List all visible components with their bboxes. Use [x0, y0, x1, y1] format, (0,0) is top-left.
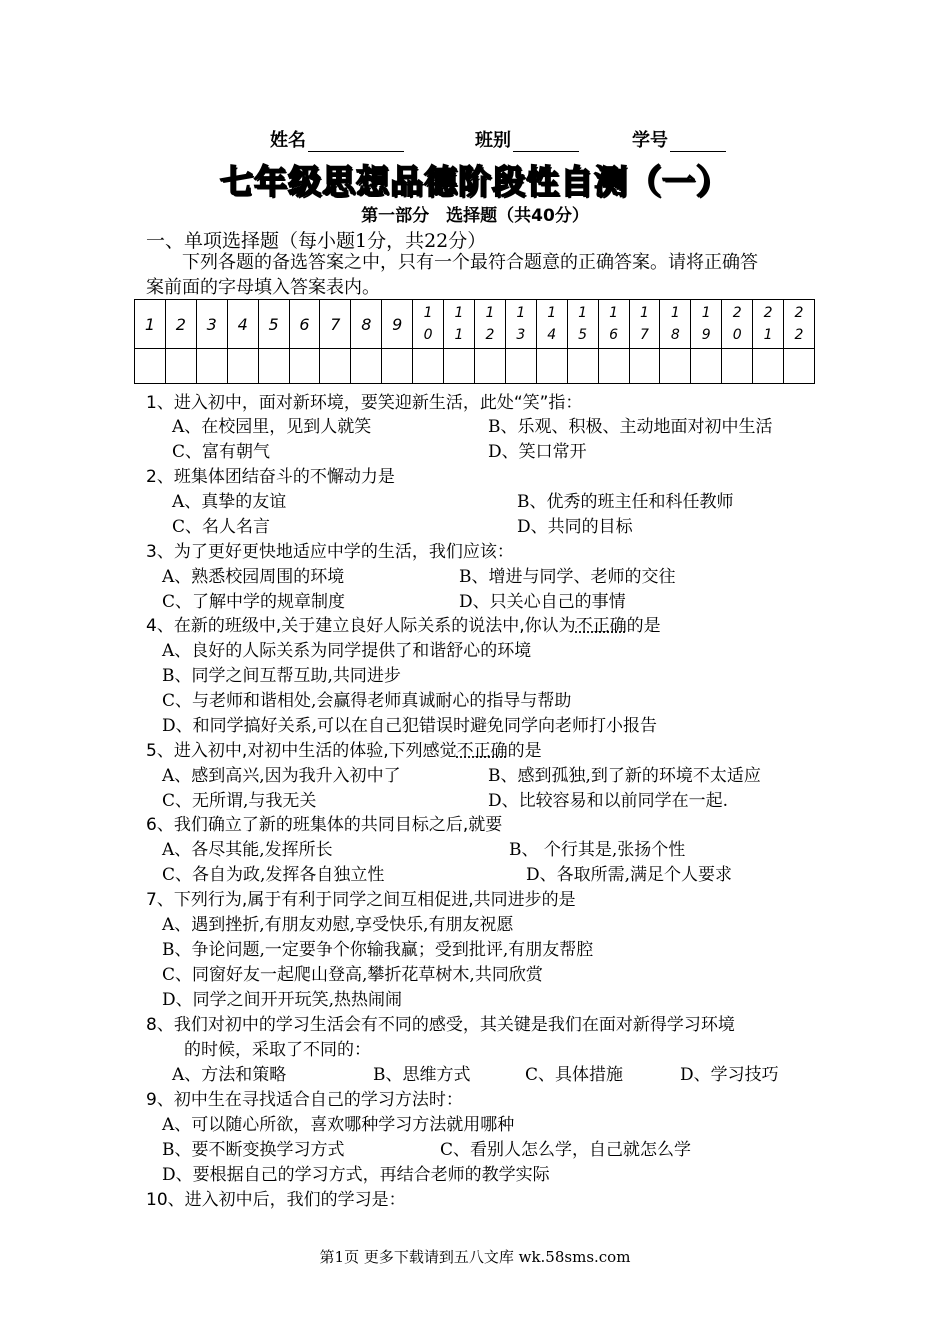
table-cell — [784, 300, 815, 349]
class-blank — [513, 131, 579, 152]
id-blank — [670, 131, 726, 152]
answer-cell[interactable] — [351, 349, 382, 384]
question-2-option-b: B、优秀的班主任和科任教师 — [517, 492, 734, 512]
table-cell — [413, 300, 444, 349]
question-1-stem: 1、进入初中，面对新环境，要笑迎新生活，此处“笑”指： — [146, 393, 583, 413]
question-4-stem-text: 4、在新的班级中,关于建立良好人际关系的说法中,你认为 — [146, 616, 576, 636]
section-heading: 一、单项选择题（每小题1分，共22分） — [146, 230, 487, 252]
part-heading: 第一部分 选择题（共40分） — [361, 206, 589, 226]
answer-cell[interactable] — [567, 349, 598, 384]
table-cell — [505, 300, 536, 349]
question-3-option-d: D、只关心自己的事情 — [459, 592, 626, 612]
cell-digit: 0 — [732, 327, 742, 343]
question-8-stem-line-2: 的时候，采取了不同的： — [184, 1040, 371, 1060]
question-10-stem: 10、进入初中后，我们的学习是： — [146, 1190, 406, 1210]
answer-cell[interactable] — [258, 349, 289, 384]
question-9-option-c: C、看别人怎么学，自己就怎么学 — [440, 1140, 692, 1160]
cell-digit: 2 — [732, 305, 742, 321]
question-2-option-d: D、共同的目标 — [517, 517, 633, 537]
question-3-option-b: B、增进与同学、老师的交往 — [459, 567, 676, 587]
page-title: 七年级思想品德阶段性自测（一） — [220, 162, 730, 201]
question-5-stem — [146, 736, 542, 761]
question-9-option-b: B、要不断变换学习方式 — [162, 1140, 345, 1160]
question-4-option-b: B、同学之间互帮互助,共同进步 — [162, 666, 401, 686]
question-1-option-b: B、乐观、积极、主动地面对初中生活 — [488, 417, 773, 437]
cell-number: 2 — [175, 314, 186, 334]
cell-digit: 1 — [516, 305, 526, 321]
cell-digit: 2 — [763, 305, 773, 321]
question-2-stem: 2、班集体团结奋斗的不懈动力是 — [146, 467, 395, 487]
cell-digit: 1 — [454, 305, 464, 321]
table-cell — [474, 300, 505, 349]
question-8-stem-line-1: 8、我们对初中的学习生活会有不同的感受，其关键是我们在面对新得学习环境 — [146, 1015, 735, 1035]
question-5-stem-text: 5、进入初中,对初中生活的体验,下列感觉 — [146, 741, 457, 761]
cell-digit: 1 — [578, 305, 588, 321]
cell-number: 6 — [299, 314, 310, 334]
cell-digit: 2 — [794, 327, 804, 343]
question-7-stem: 7、下列行为,属于有利于同学之间互相促进,共同进步的是 — [146, 890, 576, 910]
answer-table-answer-row — [135, 349, 815, 384]
question-6-option-c: C、各自为政,发挥各自独立性 — [162, 865, 385, 885]
cell-digit: 6 — [609, 327, 618, 343]
answer-table — [134, 299, 815, 384]
cell-number: 8 — [361, 314, 372, 334]
cell-digit: 9 — [701, 327, 711, 343]
class-label: 班别 — [475, 130, 511, 151]
question-9-option-d: D、要根据自己的学习方式，再结合老师的教学实际 — [162, 1165, 550, 1185]
cell-digit: 1 — [670, 305, 680, 321]
cell-digit: 1 — [547, 305, 557, 321]
question-6-option-d: D、各取所需,满足个人要求 — [526, 865, 733, 885]
question-8-option-b: B、思维方式 — [373, 1065, 471, 1085]
answer-cell[interactable] — [784, 349, 815, 384]
table-cell — [691, 300, 722, 349]
cell-digit: 1 — [609, 305, 618, 321]
question-5-option-c: C、无所谓,与我无关 — [162, 791, 317, 811]
page-footer: 第1页 更多下载请到五八文库 wk.58sms.com — [319, 1248, 631, 1266]
table-cell — [258, 300, 289, 349]
table-cell — [382, 300, 413, 349]
answer-cell[interactable] — [196, 349, 227, 384]
cell-digit: 2 — [794, 305, 804, 321]
question-4-stem-end: 的是 — [626, 616, 661, 636]
question-4-option-d: D、和同学搞好关系,可以在自己犯错误时避免同学向老师打小报告 — [162, 716, 658, 736]
table-cell — [320, 300, 351, 349]
table-cell — [135, 300, 166, 349]
answer-table-number-row — [135, 300, 815, 349]
question-4-option-c: C、与老师和谐相处,会赢得老师真诚耐心的指导与帮助 — [162, 691, 572, 711]
cell-digit: 1 — [639, 305, 649, 321]
cell-digit: 4 — [547, 327, 557, 343]
table-cell — [536, 300, 567, 349]
table-cell — [660, 300, 691, 349]
class-field — [475, 126, 579, 152]
cell-digit: 7 — [639, 327, 649, 343]
cell-digit: 1 — [763, 327, 773, 343]
table-cell — [722, 300, 753, 349]
answer-cell[interactable] — [382, 349, 413, 384]
table-cell — [196, 300, 227, 349]
cell-digit: 5 — [578, 327, 588, 343]
question-1-option-a: A、在校园里，见到人就笑 — [172, 417, 372, 437]
table-cell — [289, 300, 320, 349]
question-6-option-b: B、 个行其是,张扬个性 — [509, 840, 686, 860]
table-cell — [567, 300, 598, 349]
answer-cell[interactable] — [135, 349, 166, 384]
instruction-line-2: 案前面的字母填入答案表内。 — [146, 277, 380, 298]
cell-digit: 2 — [485, 327, 495, 343]
question-7-option-a: A、遇到挫折,有朋友劝慰,享受快乐,有朋友祝愿 — [162, 915, 514, 935]
cell-number: 5 — [268, 314, 279, 334]
instruction-line-1: 下列各题的备选答案之中，只有一个最符合题意的正确答案。请将正确答 — [182, 252, 758, 273]
answer-cell[interactable] — [320, 349, 351, 384]
question-4-emphasis: 不正确 — [575, 616, 627, 636]
table-cell — [629, 300, 660, 349]
table-cell — [165, 300, 196, 349]
question-6-option-a: A、各尽其能,发挥所长 — [162, 840, 333, 860]
cell-number: 3 — [206, 314, 217, 334]
cell-number: 1 — [144, 314, 156, 334]
cell-digit: 3 — [516, 327, 526, 343]
answer-cell[interactable] — [536, 349, 567, 384]
id-field — [632, 126, 726, 152]
name-blank — [308, 131, 404, 152]
answer-cell[interactable] — [598, 349, 629, 384]
question-6-stem: 6、我们确立了新的班集体的共同目标之后,就要 — [146, 815, 503, 835]
answer-cell[interactable] — [660, 349, 691, 384]
table-cell — [227, 300, 258, 349]
cell-digit: 1 — [485, 305, 495, 321]
name-field — [270, 126, 404, 152]
question-4-option-a: A、良好的人际关系为同学提供了和谐舒心的环境 — [162, 641, 532, 661]
cell-digit: 1 — [701, 305, 711, 321]
answer-cell[interactable] — [289, 349, 320, 384]
question-7-option-b: B、争论问题,一定要争个你输我赢；受到批评,有朋友帮腔 — [162, 940, 594, 960]
question-8-option-a: A、方法和策略 — [172, 1065, 287, 1085]
answer-cell[interactable] — [165, 349, 196, 384]
answer-cell[interactable] — [444, 349, 475, 384]
cell-digit: 1 — [423, 305, 433, 321]
question-5-stem-end: 的是 — [507, 741, 542, 761]
student-info-line — [270, 126, 740, 156]
question-7-option-c: C、同窗好友一起爬山登高,攀折花草树木,共同欣赏 — [162, 965, 543, 985]
question-9-option-a: A、可以随心所欲，喜欢哪种学习方法就用哪种 — [162, 1115, 515, 1135]
cell-digit: 0 — [423, 327, 433, 343]
question-5-emphasis: 不正确 — [456, 741, 508, 761]
question-5-option-a: A、感到高兴,因为我升入初中了 — [162, 766, 401, 786]
question-7-option-d: D、同学之间开开玩笑,热热闹闹 — [162, 990, 403, 1010]
question-8-option-d: D、学习技巧 — [680, 1065, 779, 1085]
answer-cell[interactable] — [753, 349, 784, 384]
table-cell — [444, 300, 475, 349]
question-3-option-a: A、熟悉校园周围的环境 — [162, 567, 345, 587]
answer-cell[interactable] — [505, 349, 536, 384]
answer-cell[interactable] — [474, 349, 505, 384]
answer-cell[interactable] — [227, 349, 258, 384]
question-9-stem: 9、初中生在寻找适合自己的学习方法时： — [146, 1090, 463, 1110]
answer-cell[interactable] — [629, 349, 660, 384]
question-4-stem — [146, 611, 661, 636]
question-3-option-c: C、了解中学的规章制度 — [162, 592, 346, 612]
table-cell — [753, 300, 784, 349]
table-cell — [351, 300, 382, 349]
question-5-option-b: B、感到孤独,到了新的环境不太适应 — [488, 766, 761, 786]
question-2-option-a: A、真挚的友谊 — [172, 492, 287, 512]
question-8-option-c: C、具体措施 — [525, 1065, 624, 1085]
name-label: 姓名 — [270, 130, 306, 151]
id-label: 学号 — [632, 130, 668, 151]
cell-number: 4 — [237, 314, 248, 334]
question-1-option-c: C、富有朝气 — [172, 442, 271, 462]
cell-digit: 1 — [454, 327, 464, 343]
question-3-stem: 3、为了更好更快地适应中学的生活，我们应该： — [146, 542, 514, 562]
question-5-option-d: D、比较容易和以前同学在一起. — [488, 791, 729, 811]
question-2-option-c: C、名人名言 — [172, 517, 271, 537]
answer-cell[interactable] — [722, 349, 753, 384]
answer-cell[interactable] — [413, 349, 444, 384]
table-cell — [598, 300, 629, 349]
answer-cell[interactable] — [691, 349, 722, 384]
question-1-option-d: D、笑口常开 — [488, 442, 587, 462]
cell-digit: 8 — [670, 327, 680, 343]
cell-number: 9 — [392, 314, 403, 334]
cell-number: 7 — [330, 314, 341, 334]
